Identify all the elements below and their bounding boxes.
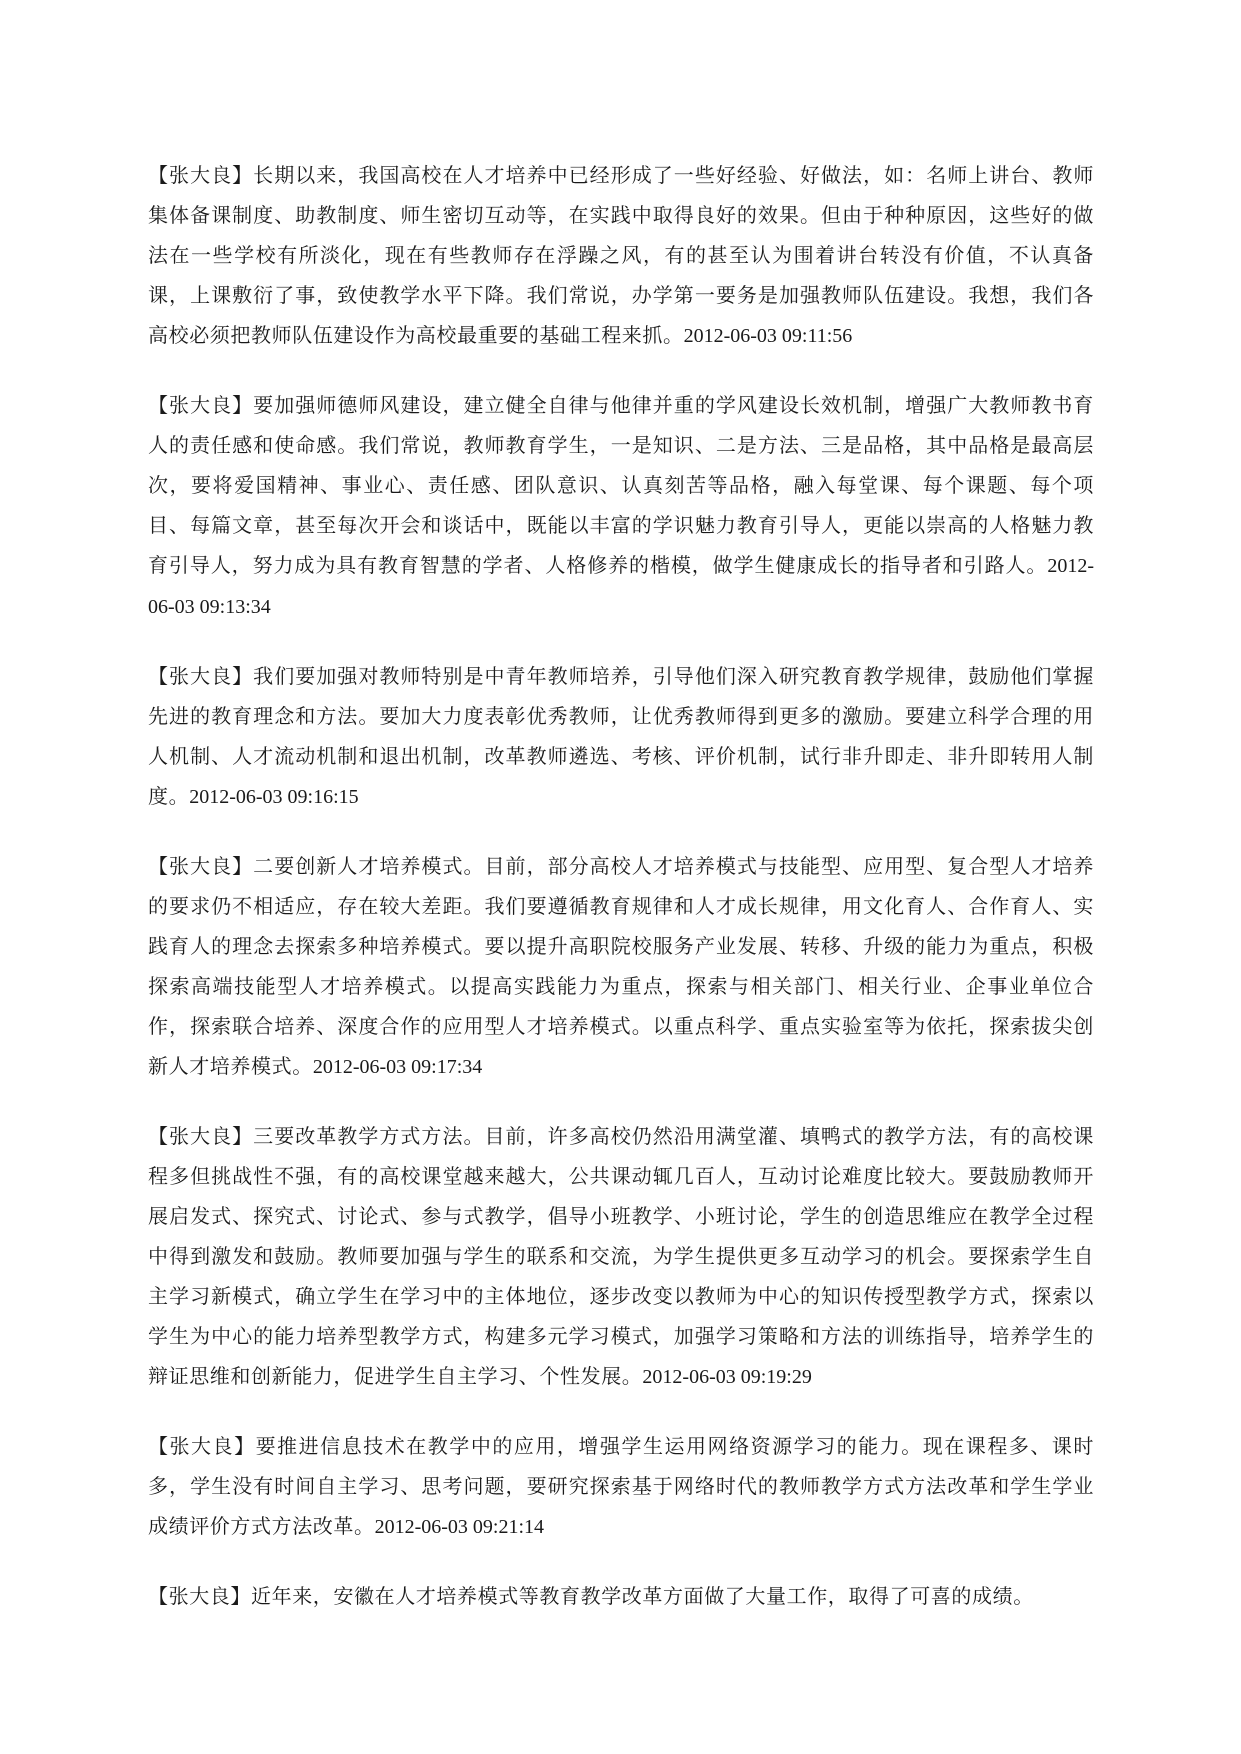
timestamp: 2012-06-03 09:17:34 [312, 1056, 483, 1078]
transcript-paragraph [148, 1116, 1094, 1397]
speaker-label: 【张大良】 [148, 163, 254, 187]
document-page [148, 155, 1094, 1645]
paragraph-text: 我们要加强对教师特别是中青年教师培养，引导他们深入研究教育教学规律，鼓励他们掌握先进的教育理念和方法。要加大力度表彰优秀教师，让优秀教师得到更多的激励。要建立科学合理的用人机制、人才流动机制和退出机制，改革教师遴选、考核、评价机制，试行非升即走、非升即转用人制度。 [148, 664, 1095, 808]
paragraph-text: 近年来，安徽在人才培养模式等教育教学改革方面做了大量工作，取得了可喜的成绩。 [251, 1584, 1034, 1608]
paragraph-text: 三要改革教学方式方法。目前，许多高校仍然沿用满堂灌、填鸭式的教学方法，有的高校课程多但挑战性不强，有的高校课堂越来越大，公共课动辄几百人，互动讨论难度比较大。要鼓励教师开展启发式、探究式、讨论式、参与式教学，倡导小班教学、小班讨论，学生的创造思维应在教学全过程中得到激发和鼓励。教师要加强与学生的联系和交流，为学生提供更多互动学习的机会。要探索学生自主学习新模式，确立学生在学习中的主体地位，逐步改变以教师为中心的知识传授型教学方式，探索以学生为中心的能力培养型教学方式，构建多元学习模式，加强学习策略和方法的训练指导，培养学生的辩证思维和创新能力，促进学生自主学习、个性发展。 [148, 1124, 1095, 1388]
paragraph-text: 长期以来，我国高校在人才培养中已经形成了一些好经验、好做法，如：名师上讲台、教师集体备课制度、助教制度、师生密切互动等，在实践中取得良好的效果。但由于种种原因，这些好的做法在一些学校有所淡化，现在有些教师存在浮躁之风，有的甚至认为围着讲台转没有价值，不认真备课，上课敷衍了事，致使教学水平下降。我们常说，办学第一要务是加强教师队伍建设。我想，我们各高校必须把教师队伍建设作为高校最重要的基础工程来抓。 [148, 163, 1095, 347]
speaker-label: 【张大良】 [148, 664, 254, 688]
transcript-paragraph [148, 1426, 1094, 1547]
transcript-paragraph [148, 1576, 1094, 1616]
speaker-label: 【张大良】 [148, 1434, 256, 1458]
timestamp: 2012-06-03 09:16:15 [189, 786, 359, 808]
timestamp: 2012-06-03 09:11:56 [683, 325, 853, 347]
paragraph-text: 要加强师德师风建设，建立健全自律与他律并重的学风建设长效机制，增强广大教师教书育人的责任感和使命感。我们常说，教师教育学生，一是知识、二是方法、三是品格，其中品格是最高层次，要将爱国精神、事业心、责任感、团队意识、认真刻苦等品格，融入每堂课、每个课题、每个项目、每篇文章，甚至每次开会和谈话中，既能以丰富的学识魅力教育引导人，更能以崇高的人格魅力教育引导人，努力成为具有教育智慧的学者、人格修养的楷模，做学生健康成长的指导者和引路人。 [148, 393, 1095, 577]
timestamp: 2012-06-03 09:13:34 [148, 555, 1094, 618]
transcript-paragraph [148, 846, 1094, 1087]
paragraph-text: 要推进信息技术在教学中的应用，增强学生运用网络资源学习的能力。现在课程多、课时多，学生没有时间自主学习、思考问题，要研究探索基于网络时代的教师教学方式方法改革和学生学业成绩评价方式方法改革。 [148, 1434, 1094, 1538]
transcript-paragraph [148, 656, 1094, 817]
speaker-label: 【张大良】 [148, 854, 254, 878]
speaker-label: 【张大良】 [148, 393, 254, 417]
timestamp: 2012-06-03 09:19:29 [642, 1366, 812, 1388]
transcript-paragraph [148, 385, 1094, 627]
timestamp: 2012-06-03 09:21:14 [374, 1516, 545, 1538]
paragraph-text: 二要创新人才培养模式。目前，部分高校人才培养模式与技能型、应用型、复合型人才培养的要求仍不相适应，存在较大差距。我们要遵循教育规律和人才成长规律，用文化育人、合作育人、实践育人的理念去探索多种培养模式。要以提升高职院校服务产业发展、转移、升级的能力为重点，积极探索高端技能型人才培养模式。以提高实践能力为重点，探索与相关部门、相关行业、企事业单位合作，探索联合培养、深度合作的应用型人才培养模式。以重点科学、重点实验室等为依托，探索拔尖创新人才培养模式。 [148, 854, 1095, 1078]
speaker-label: 【张大良】 [148, 1124, 254, 1148]
transcript-paragraph [148, 155, 1094, 356]
speaker-label: 【张大良】 [148, 1584, 251, 1608]
